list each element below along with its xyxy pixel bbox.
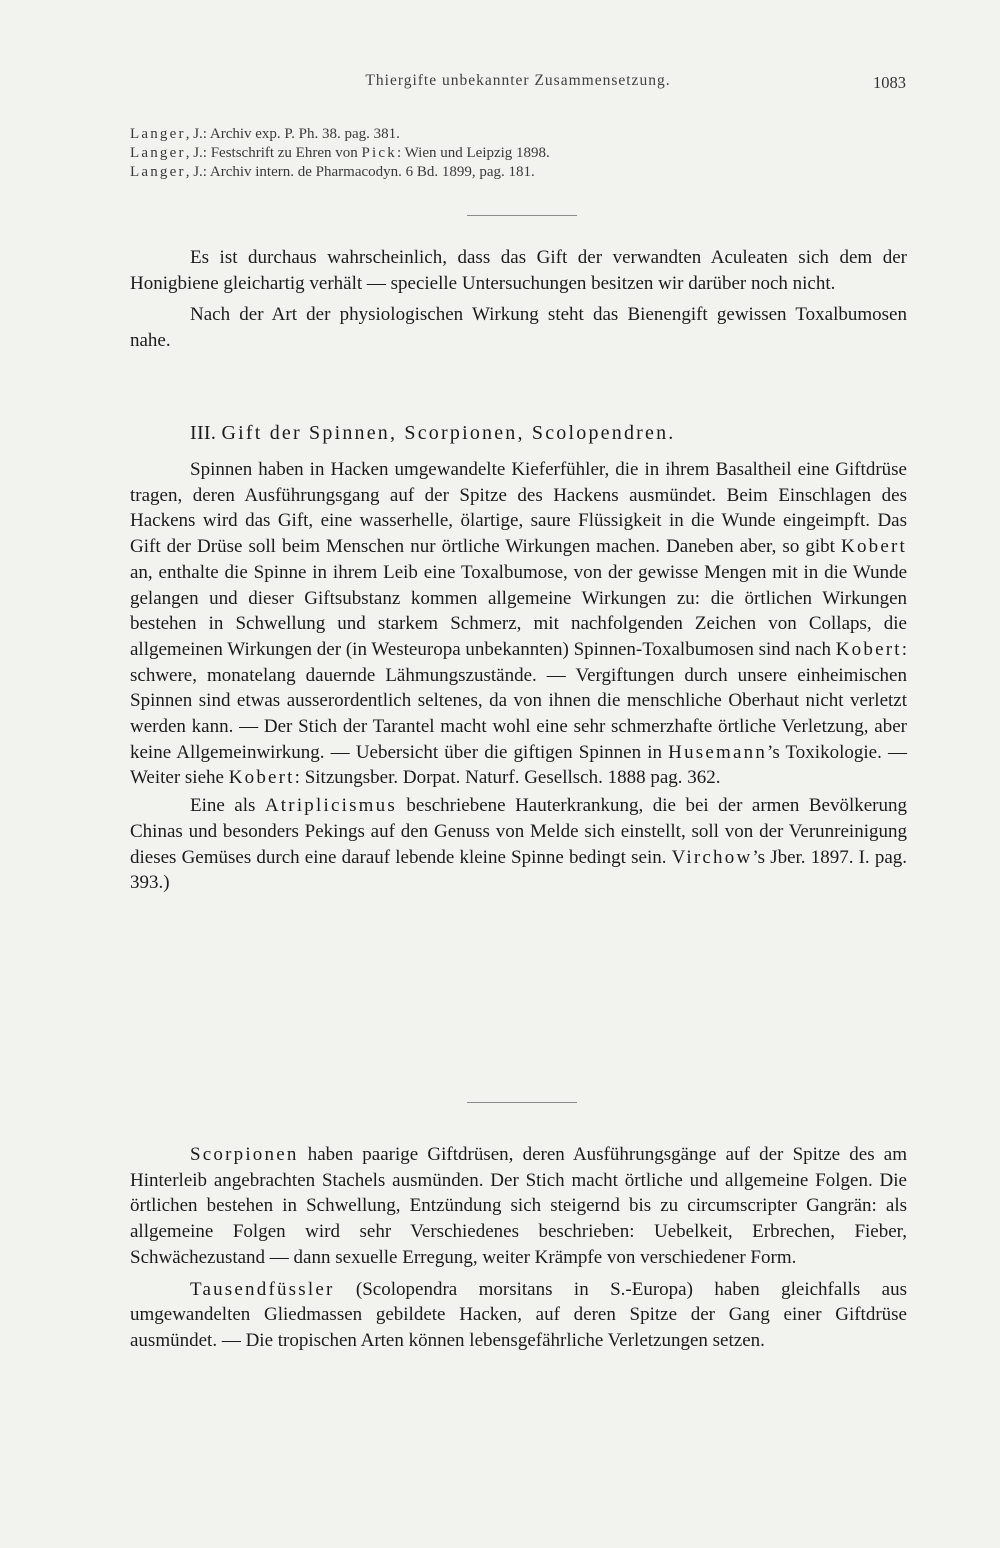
spaced-term: Atriplicismus	[264, 795, 397, 817]
spaced-term: Tausendfüssler	[190, 1278, 335, 1300]
text-run: (Scolopendra morsitans in S.-Europa) haben gleichfalls aus umgewandelten Gliedmassen gebildete Hacken, auf deren Spitze der Gang einer Giftdrüse ausmündet. — Die tropischen Arten können lebensgefährliche Verletzungen setzen.	[130, 1278, 907, 1351]
author-name: Husemann	[668, 741, 768, 763]
text-run: an, enthalte die Spinne in ihrem Leib eine Toxalbumose, von der gewisse Mengen mit in die Wunde gelangen und dieser Giftsubstanz kommen allgemeine Wirkungen zu: die örtlichen Wirkungen bestehen in Schwellung und starkem Schmerz, mit nachfolgenden Zeichen von Collaps, die allgemeinen Wirkungen der (in Westeuropa unbekannten) Spinnen-Toxalbumosen sind nach	[130, 561, 907, 660]
section-title: Gift der Spinnen, Scorpionen, Scolopendren.	[221, 422, 676, 444]
text-run: : schwere, monatelang dauernde Lähmungszustände. — Vergiftungen durch unsere einheimischen Spinnen sind etwas ausserordentlich seltenes, da von ihnen die menschliche Oberhaut nicht verletzt werden kann. — Der Stich der Tarantel macht wohl eine sehr schmerzhafte örtliche Verletzung, aber keine Allgemeinwirkung. — Uebersicht über die giftigen Spinnen in	[130, 638, 907, 763]
reference-text: , J.: Archiv intern. de Pharmacodyn. 6 Bd. 1899, pag. 181.	[185, 164, 535, 180]
text-run: beschriebene Hauterkrankung, die bei der armen Bevölkerung Chinas und besonders Pekings auf den Genuss von Melde sich einstellt, soll von der Verunreinigung dieses Gemüses durch eine darauf lebende kleine Spinne bedingt sein.	[130, 795, 907, 868]
scorpionen-text	[130, 1142, 907, 1354]
paragraph	[130, 793, 907, 896]
reference-item	[130, 144, 910, 163]
reference-item	[130, 125, 910, 144]
author-name: Virchow	[671, 846, 753, 868]
text-run: haben paarige Giftdrüsen, deren Ausführungsgänge auf der Spitze des am Hinterleib angebrachten Stachels ausmünden. Der Stich macht örtliche und allgemeine Folgen. Die örtlichen bestehen in Schwellung, Entzündung sich steigernd bis zu circumscripter Gangrän: als allgemeine Folgen wird sehr Verschiedenes beschrieben: Uebelkeit, Erbrechen, Fieber, Schwächezustand — dann sexuelle Erregung, weiter Krämpfe von verschiedener Form.	[130, 1144, 907, 1268]
author-name: Langer	[130, 126, 186, 142]
text-run: ’s Jber. 1897. I. pag. 393.)	[130, 846, 908, 894]
paragraph: Es ist durchaus wahrscheinlich, dass das Gift der verwandten Aculeaten sich dem der Honigbiene gleichartig verhält — specielle Untersuchungen besitzen wir darüber noch nicht.	[130, 247, 907, 294]
author-name: Pick	[361, 145, 397, 161]
text-run: ’s Toxikologie. — Weiter siehe	[130, 741, 907, 789]
intro-text	[130, 245, 907, 354]
author-name: Langer	[130, 145, 186, 161]
section-divider	[467, 1102, 577, 1103]
text-run: Spinnen haben in Hacken umgewandelte Kieferfühler, die in ihrem Basaltheil eine Giftdrüse tragen, deren Ausführungsgang auf der Spitze des Hackens ausmündet. Beim Einschlagen des Hackens wird das Gift, eine wasserhelle, ölartige, saure Flüssigkeit in die Wunde eingeimpft. Das Gift der Drüse soll beim Menschen nur örtliche Wirkungen machen. Daneben aber, so gibt	[130, 459, 907, 558]
author-name: Langer	[130, 164, 186, 180]
reference-text: , J.: Archiv exp. P. Ph. 38. pag. 381.	[185, 126, 400, 142]
paragraph	[130, 1142, 907, 1271]
reference-text: : Wien und Leipzig 1898.	[396, 145, 550, 161]
text-run: : Sitzungsber. Dorpat. Naturf. Gesellsch. 1888 pag. 362.	[294, 767, 721, 789]
section-heading	[190, 422, 675, 445]
page-number: 1083	[873, 73, 906, 92]
page-header	[130, 72, 906, 102]
section-numeral: III.	[190, 422, 217, 444]
running-title: Thiergifte unbekannter Zusammensetzung.	[365, 72, 671, 89]
reference-item	[130, 163, 910, 182]
spaced-term: Scorpionen	[190, 1144, 299, 1165]
author-name: Kobert	[835, 638, 902, 660]
text-run: Eine als	[190, 795, 265, 817]
reference-text: , J.: Festschrift zu Ehren von	[185, 145, 362, 161]
section-divider	[467, 215, 577, 216]
reference-list	[130, 125, 910, 182]
author-name: Kobert	[228, 767, 295, 789]
paragraph: Nach der Art der physiologischen Wirkung steht das Bienengift gewissen Toxalbumosen nahe.	[130, 304, 907, 352]
paragraph	[130, 457, 907, 791]
paragraph	[130, 1277, 907, 1354]
spinnen-text	[130, 457, 907, 896]
author-name: Kobert	[841, 536, 907, 558]
